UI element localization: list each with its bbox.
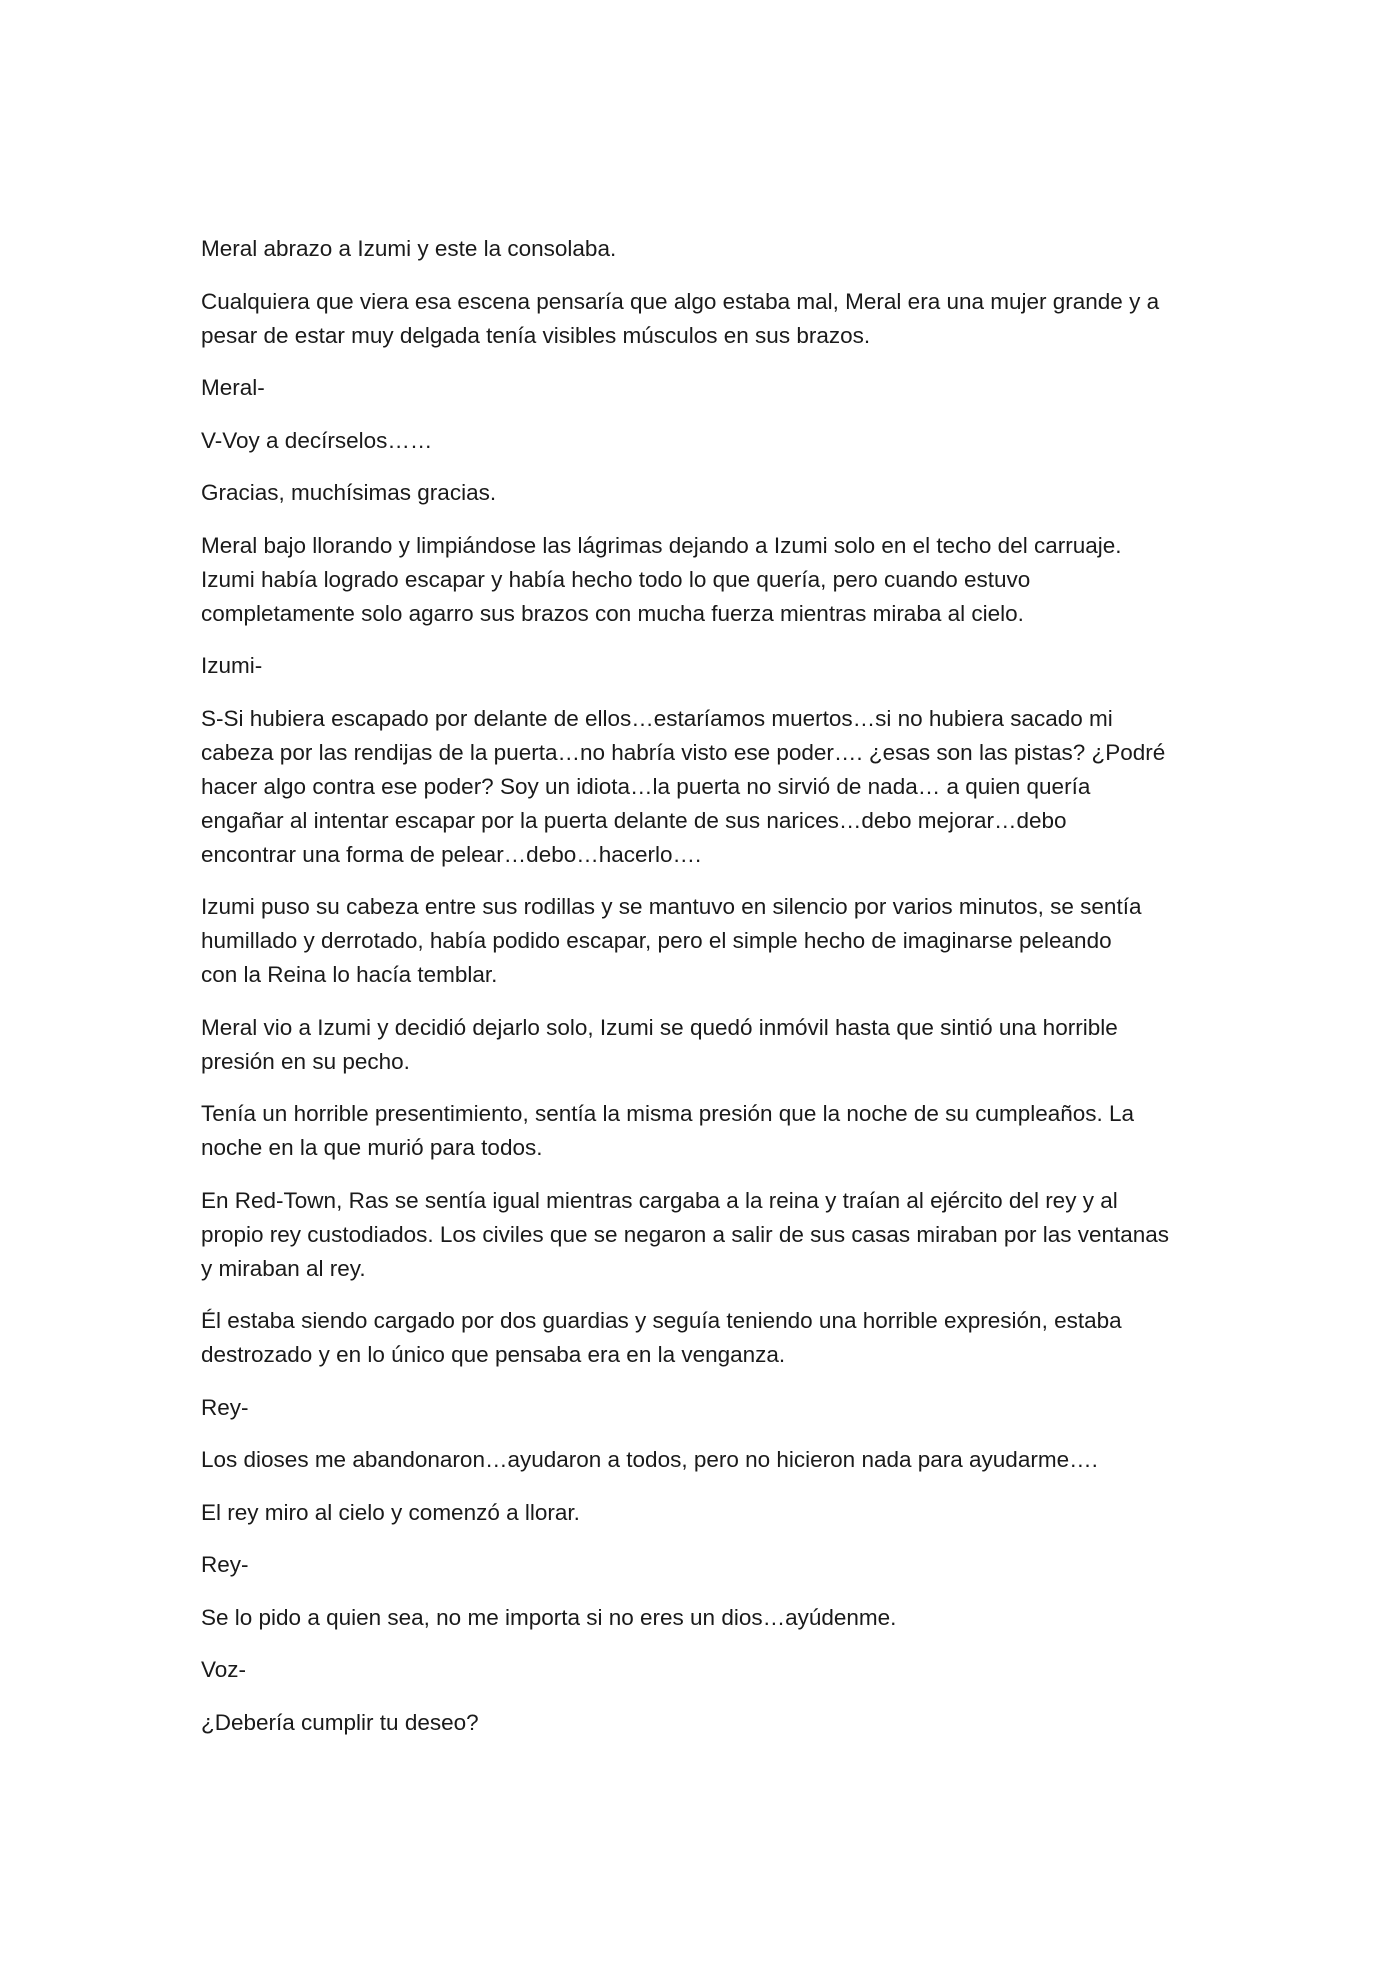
dialogue-line: ¿Debería cumplir tu deseo? bbox=[201, 1709, 479, 1735]
dialogue-line: S-Si hubiera escapado por delante de ellos…estaríamos muertos…si no hubiera sacado mi cabeza por las rendijas de la puerta…no habría visto ese poder…. ¿esas son las pistas? ¿Podré hacer algo contra ese poder? Soy un idiota…la puerta no sirvió de nada… a quien quería engañar al intentar escapar por la puerta delante de sus narices…debo mejorar…debo encontrar una forma de pelear…debo…hacerlo…. bbox=[201, 705, 1166, 867]
paragraph: Izumi puso su cabeza entre sus rodillas y se mantuvo en silencio por varios minutos, se sentía humillado y derrotado, había podido escapar, pero el simple hecho de imaginarse peleando con la Reina lo hacía temblar. bbox=[201, 894, 1142, 987]
document-body bbox=[201, 232, 1201, 1758]
paragraph: Él estaba siendo cargado por dos guardias y seguía teniendo una horrible expresión, estaba destrozado y en lo único que pensaba era en la venganza. bbox=[201, 1308, 1122, 1367]
dialogue-line: V-Voy a decírselos…… bbox=[201, 427, 433, 453]
paragraph: Meral abrazo a Izumi y este la consolaba. bbox=[201, 236, 617, 261]
speaker-label: Voz- bbox=[201, 1657, 247, 1682]
speaker-label: Rey- bbox=[201, 1394, 249, 1420]
dialogue-line: Se lo pido a quien sea, no me importa si no eres un dios…ayúdenme. bbox=[201, 1604, 897, 1630]
paragraph: Tenía un horrible presentimiento, sentía la misma presión que la noche de su cumpleaños. La noche en la que murió para todos. bbox=[201, 1101, 1135, 1160]
paragraph: Cualquiera que viera esa escena pensaría que algo estaba mal, Meral era una mujer grande y a pesar de estar muy delgada tenía visibles músculos en sus brazos. bbox=[201, 288, 1160, 348]
dialogue-line: Los dioses me abandonaron…ayudaron a todos, pero no hicieron nada para ayudarme…. bbox=[201, 1447, 1098, 1472]
speaker-label: Izumi- bbox=[201, 653, 263, 678]
paragraph: En Red-Town, Ras se sentía igual mientras cargaba a la reina y traían al ejército del rey y al propio rey custodiados. Los civiles que se negaron a salir de sus casas miraban por las ventanas y miraban al rey. bbox=[201, 1187, 1170, 1281]
dialogue-line: Gracias, muchísimas gracias. bbox=[201, 480, 497, 505]
paragraph: El rey miro al cielo y comenzó a llorar. bbox=[201, 1499, 580, 1525]
paragraph: Meral bajo llorando y limpiándose las lágrimas dejando a Izumi solo en el techo del carruaje. Izumi había logrado escapar y había hecho todo lo que quería, pero cuando estuvo completamente solo agarro sus brazos con mucha fuerza mientras miraba al cielo. bbox=[201, 532, 1122, 626]
speaker-label: Rey- bbox=[201, 1552, 249, 1577]
speaker-label: Meral- bbox=[201, 375, 265, 400]
paragraph: Meral vio a Izumi y decidió dejarlo solo, Izumi se quedó inmóvil hasta que sintió una horrible presión en su pecho. bbox=[201, 1014, 1118, 1074]
